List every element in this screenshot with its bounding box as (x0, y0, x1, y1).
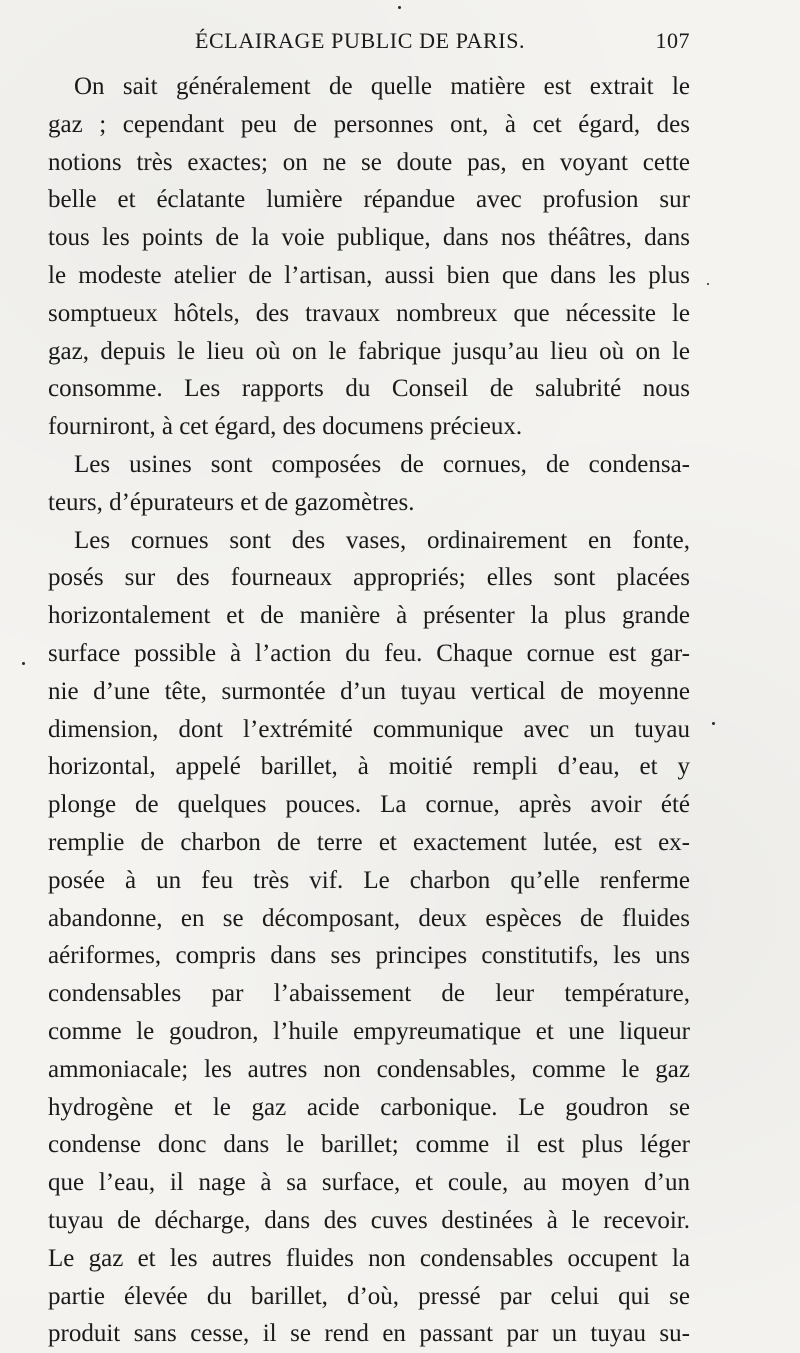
text-line: nie d’une tête, surmontée d’un tuyau vertical de moyenne (48, 677, 690, 705)
page-header (195, 28, 690, 64)
text-line: tous les points de la voie publique, dans nos théâtres, dans (48, 224, 690, 252)
text-line: On sait généralement de quelle matière est extrait le (74, 73, 690, 100)
text-line: comme le goudron, l’huile empyreumatique et une liqueur (48, 1017, 690, 1045)
text-line: consomme. Les rapports du Conseil de salubrité nous (48, 375, 690, 403)
text-line: abandonne, en se décomposant, deux espèces de fluides (48, 904, 690, 932)
text-line: que l’eau, il nage à sa surface, et coule, au moyen d’un (48, 1169, 690, 1197)
text-line: Les usines sont composées de cornues, de condensa- (74, 450, 690, 478)
text-line: hydrogène et le gaz acide carbonique. Le goudron se (48, 1093, 690, 1121)
text-line: Les cornues sont des vases, ordinairement en fonte, (74, 526, 690, 554)
text-line: horizontalement et de manière à présenter la plus grande (48, 602, 690, 630)
text-line: condensables par l’abaissement de leur température, (48, 980, 690, 1008)
text-line: plonge de quelques pouces. La cornue, après avoir été (48, 791, 690, 819)
text-line: surface possible à l’action du feu. Chaque cornue est gar- (48, 639, 690, 667)
text-line: posés sur des fourneaux appropriés; elles sont placées (48, 564, 690, 592)
ink-speck (707, 283, 709, 285)
text-line: le modeste atelier de l’artisan, aussi bien que dans les plus (48, 261, 690, 289)
text-line: Le gaz et les autres fluides non condensables occupent la (48, 1244, 690, 1272)
text-line: teurs, d’épurateurs et de gazomètres. (48, 488, 415, 516)
ink-speck (22, 662, 25, 665)
text-line: gaz, depuis le lieu où on le fabrique jusqu’au lieu où on le (48, 337, 690, 365)
text-line: aériformes, compris dans ses principes constitutifs, les uns (48, 942, 690, 970)
text-line: tuyau de décharge, dans des cuves destinées à le recevoir. (48, 1206, 690, 1234)
text-line: posée à un feu très vif. Le charbon qu’elle renferme (48, 866, 690, 894)
text-line: remplie de charbon de terre et exactement lutée, est ex- (48, 828, 690, 856)
text-line: notions très exactes; on ne se doute pas, en voyant cette (48, 148, 690, 176)
text-line: belle et éclatante lumière répandue avec profusion sur (48, 186, 690, 214)
text-line: produit sans cesse, il se rend en passant par un tuyau su- (48, 1320, 690, 1348)
text-line: partie élevée du barillet, d’où, pressé par celui qui se (48, 1282, 690, 1310)
running-head: ÉCLAIRAGE PUBLIC DE PARIS. (195, 28, 526, 53)
ink-speck (712, 722, 715, 725)
page-number: 107 (655, 28, 690, 53)
text-line: horizontal, appelé barillet, à moitié rempli d’eau, et y (48, 753, 690, 781)
text-line: condense donc dans le barillet; comme il est plus léger (48, 1131, 690, 1159)
text-line: dimension, dont l’extrémité communique avec un tuyau (48, 715, 690, 743)
text-line: ammoniacale; les autres non condensables, comme le gaz (48, 1055, 690, 1083)
text-line: somptueux hôtels, des travaux nombreux que nécessite le (48, 299, 690, 327)
ink-speck (398, 6, 401, 9)
text-line: fourniront, à cet égard, des documens précieux. (48, 413, 523, 441)
text-line: gaz ; cependant peu de personnes ont, à cet égard, des (48, 110, 690, 138)
body-text (48, 68, 690, 1353)
